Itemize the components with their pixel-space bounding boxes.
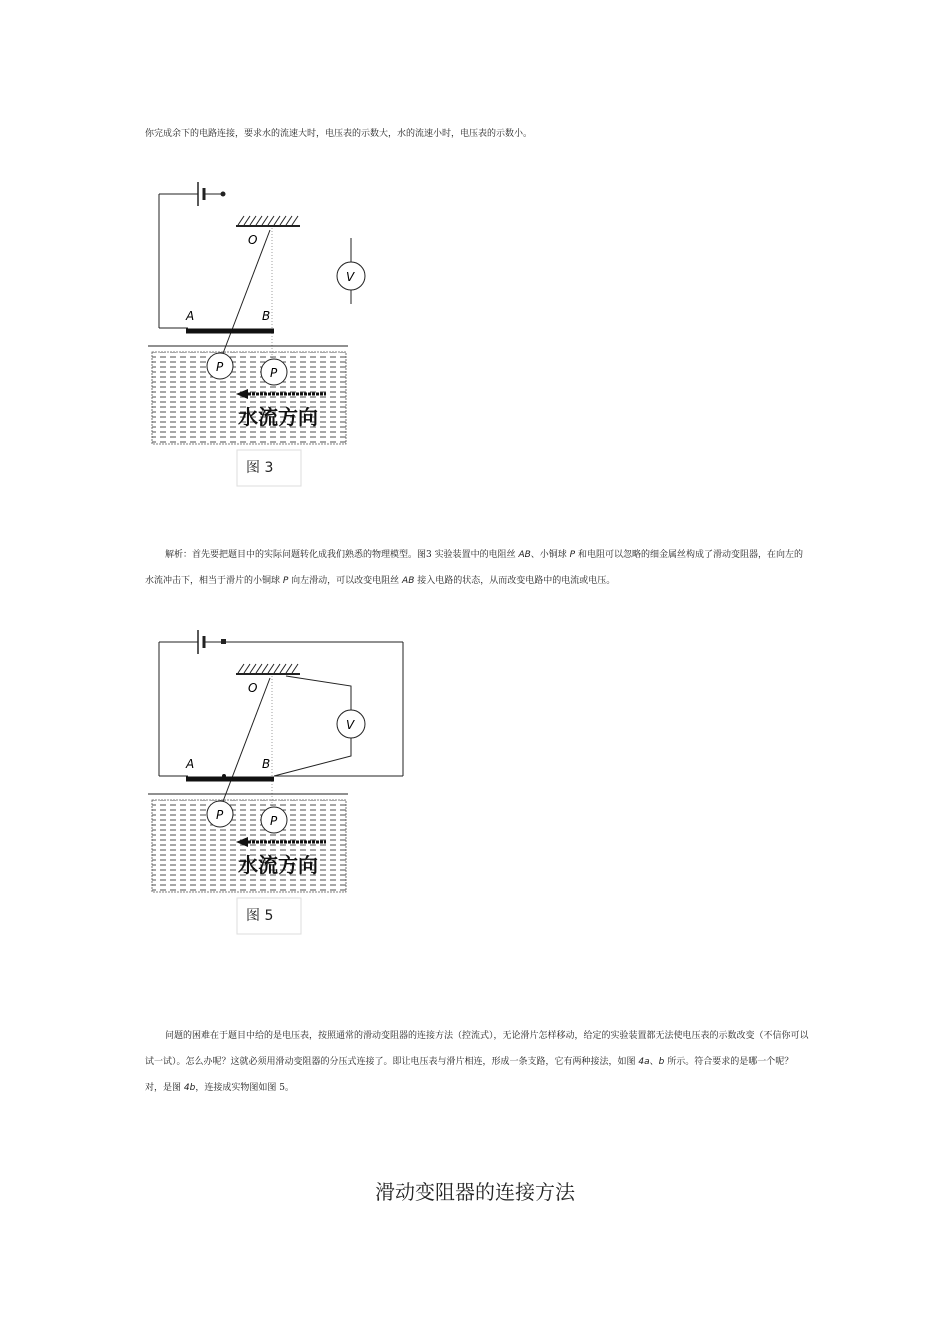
analysis-p-1: P [569, 550, 576, 560]
analysis-text-2: 、小铜球 [530, 550, 570, 560]
label-v: V [346, 270, 355, 284]
analysis-text-5: 接入电路的状态，从而改变电路中的电流或电压。 [414, 576, 616, 586]
label-b: B [262, 757, 271, 771]
label-p-2: P [270, 366, 278, 380]
section-title: 滑动变阻器的连接方法 [375, 1180, 575, 1204]
analysis-text-1: 解析：首先要把题目中的实际问题转化成我们熟悉的物理模型。图3 实验装置中的电阻丝 [165, 550, 519, 560]
voltmeter-wire-bottom [274, 738, 351, 776]
analysis-text-4: 向左滑动，可以改变电阻丝 [288, 576, 403, 586]
water-flow-label: 水流方向 [238, 853, 318, 877]
intro-text: 你完成余下的电路连接，要求水的流速大时，电压表的示数大，水的流速小时，电压表的示数小。 [145, 129, 533, 139]
label-a: A [186, 309, 195, 323]
figure-3-caption: 图 3 [246, 460, 274, 476]
battery-icon [198, 182, 226, 206]
label-o: O [248, 681, 258, 695]
water-flow-label: 水流方向 [238, 405, 318, 429]
voltmeter-wire-top [286, 676, 351, 710]
discussion-text-2: 、 [649, 1057, 659, 1067]
ceiling-support-icon [236, 664, 300, 674]
analysis-p-2: P [282, 576, 289, 586]
figure-5-caption: 图 5 [246, 908, 274, 924]
label-b: B [262, 309, 271, 323]
label-p-1: P [216, 808, 224, 822]
discussion-text-1: 问题的困难在于题目中给的是电压表，按照通常的滑动变阻器的连接方法（控流式），无论滑片怎样移动，给定的实验装置都无法使电压表的示数改变（不信你可以试一试）。怎么办呢？这就必须用滑动变阻器的分压式连接了。即让电压表与滑片相连，形成一条支路，它有两种接法，如图 [145, 1031, 809, 1067]
battery-icon [198, 630, 226, 654]
water-tank [152, 352, 346, 444]
discussion-fig-4b-2: 4b [183, 1083, 196, 1093]
figure-5-diagram [140, 628, 415, 938]
ceiling-support-icon [236, 216, 300, 226]
label-a: A [186, 757, 195, 771]
discussion-text-3: 所示。符合要求的是哪一个呢？对，是图 [145, 1057, 794, 1093]
water-tank [152, 800, 346, 892]
discussion-fig-4b: b [658, 1057, 665, 1067]
metal-wire [222, 678, 270, 804]
figure-3 [140, 180, 380, 490]
discussion-text-4: ，连接成实物图如图 5。 [195, 1083, 294, 1093]
discussion-fig-4a: 4a [638, 1057, 650, 1067]
figure-5 [140, 628, 415, 938]
analysis-text-3: 和电阻可以忽略的细金属丝构成了滑动变阻器，在向左的水流冲击下，相当于滑片的小铜球 [145, 550, 803, 586]
analysis-paragraph [145, 542, 810, 594]
label-v: V [346, 718, 355, 732]
metal-wire [222, 230, 270, 356]
discussion-paragraph [145, 1023, 810, 1101]
analysis-ab-2: AB [402, 576, 415, 586]
label-p-2: P [270, 814, 278, 828]
figure-3-diagram [140, 180, 380, 490]
intro-paragraph [145, 121, 810, 147]
analysis-ab-1: AB [518, 550, 531, 560]
label-p-1: P [216, 360, 224, 374]
label-o: O [248, 233, 258, 247]
